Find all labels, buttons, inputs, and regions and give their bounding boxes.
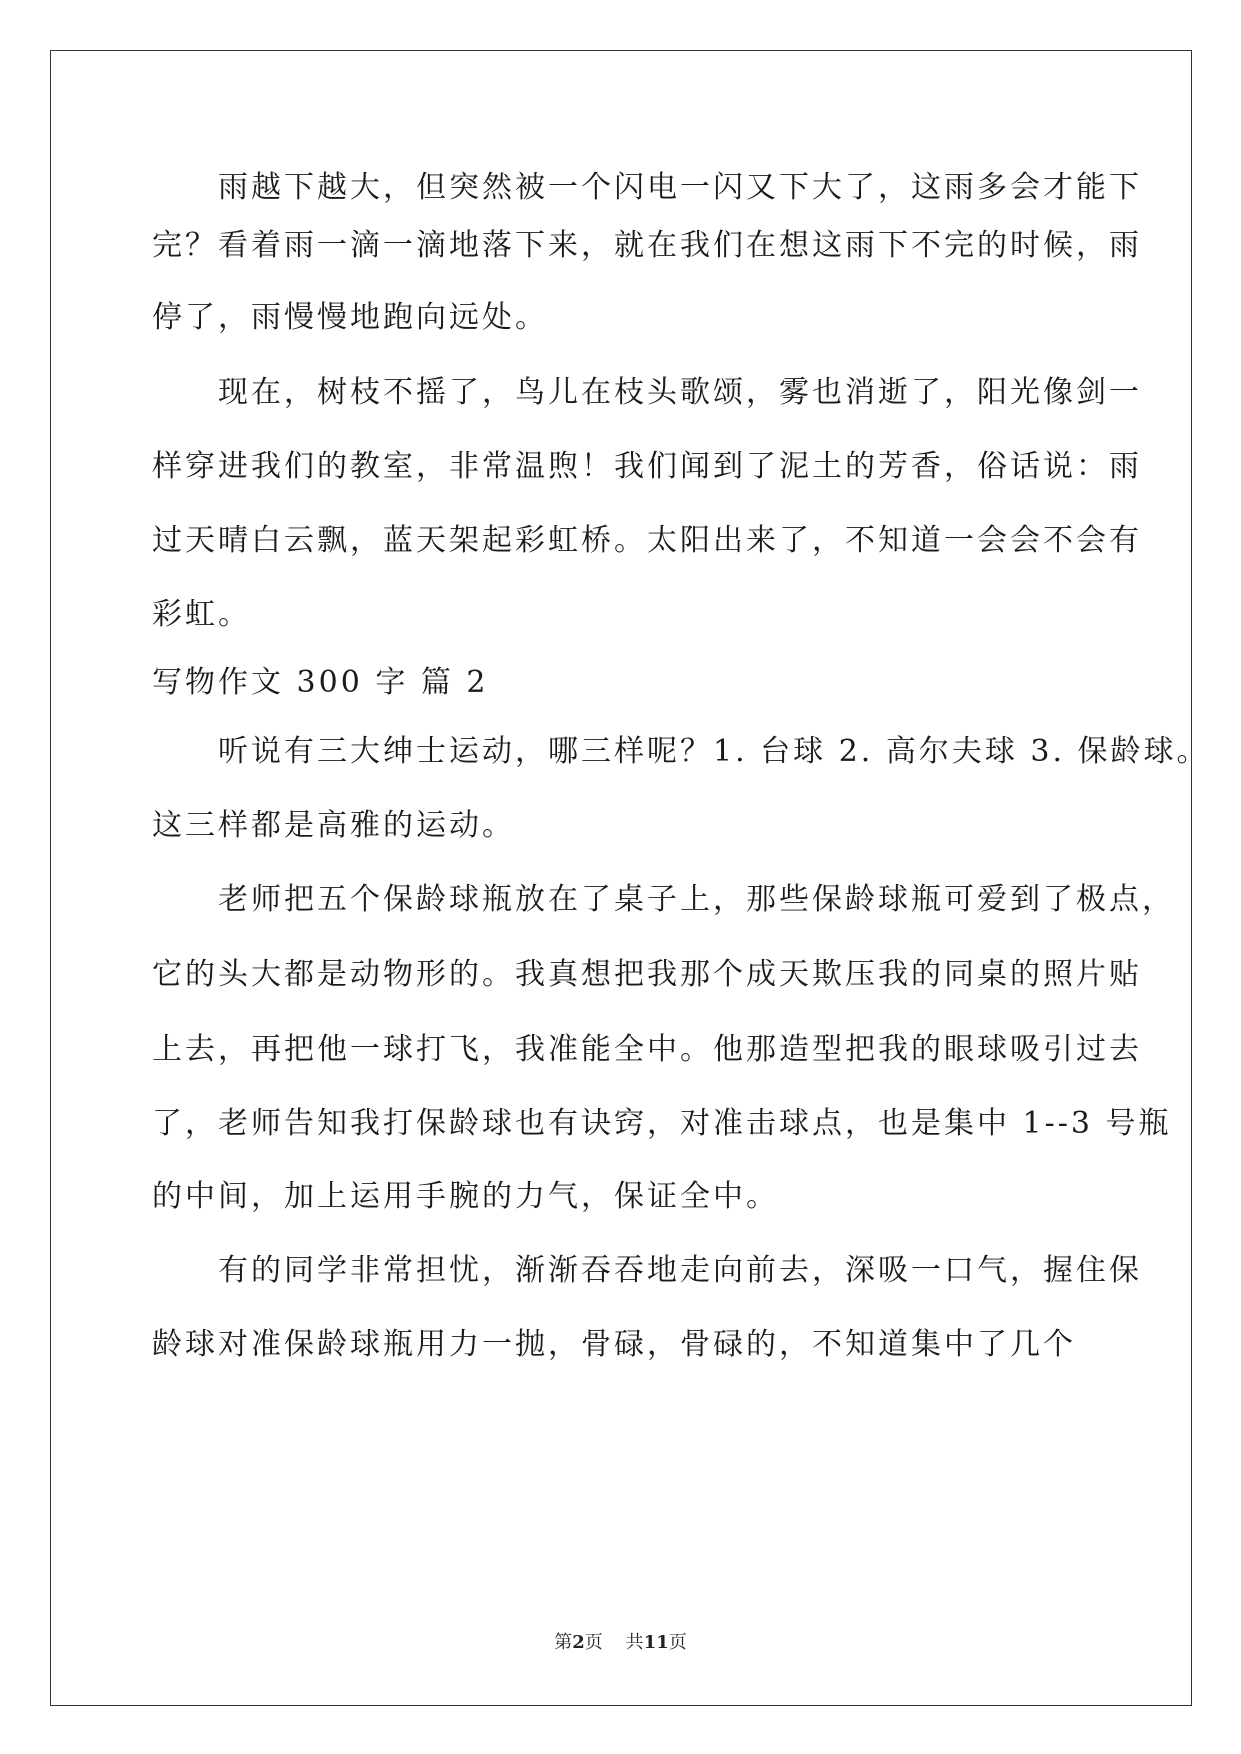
text-line: 过天晴白云飘，蓝天架起彩虹桥。太阳出来了，不知道一会会不会有 <box>152 523 1142 558</box>
text-line: 雨越下越大，但突然被一个闪电一闪又下大了，这雨多会才能下 <box>152 170 1142 205</box>
page-footer <box>0 1628 1241 1654</box>
page-number: 2 <box>572 1632 585 1653</box>
text-line: 现在，树枝不摇了，鸟儿在枝头歌颂，雾也消逝了，阳光像剑一 <box>152 375 1142 410</box>
page-suffix: 页 <box>584 1632 603 1653</box>
total-suffix: 页 <box>668 1632 687 1653</box>
text-line: 停了，雨慢慢地跑向远处。 <box>152 300 548 335</box>
section-heading: 写物作文 300 字 篇 2 <box>152 665 489 700</box>
text-line: 上去，再把他一球打飞，我准能全中。他那造型把我的眼球吸引过去 <box>152 1032 1142 1067</box>
text-line: 样穿进我们的教室，非常温煦！我们闻到了泥土的芳香，俗话说：雨 <box>152 449 1142 484</box>
page-prefix: 第 <box>554 1632 573 1653</box>
text-line: 有的同学非常担忧，渐渐吞吞地走向前去，深吸一口气，握住保 <box>152 1253 1142 1288</box>
text-line: 完？看着雨一滴一滴地落下来，就在我们在想这雨下不完的时候，雨 <box>152 228 1142 263</box>
total-prefix: 共 <box>625 1632 644 1653</box>
text-line: 老师把五个保龄球瓶放在了桌子上，那些保龄球瓶可爱到了极点， <box>152 882 1175 917</box>
text-line: 的中间，加上运用手腕的力气，保证全中。 <box>152 1179 779 1214</box>
text-line: 彩虹。 <box>152 597 251 632</box>
text-line: 龄球对准保龄球瓶用力一抛，骨碌，骨碌的，不知道集中了几个 <box>152 1327 1076 1362</box>
text-line: 听说有三大绅士运动，哪三样呢？1. 台球 2. 高尔夫球 3. 保龄球。 <box>152 734 1210 769</box>
text-line: 它的头大都是动物形的。我真想把我那个成天欺压我的同桌的照片贴 <box>152 957 1142 992</box>
page-total: 11 <box>643 1632 669 1653</box>
text-line: 这三样都是高雅的运动。 <box>152 808 515 843</box>
text-line: 了，老师告知我打保龄球也有诀窍，对准击球点，也是集中 1--3 号瓶 <box>152 1106 1172 1141</box>
